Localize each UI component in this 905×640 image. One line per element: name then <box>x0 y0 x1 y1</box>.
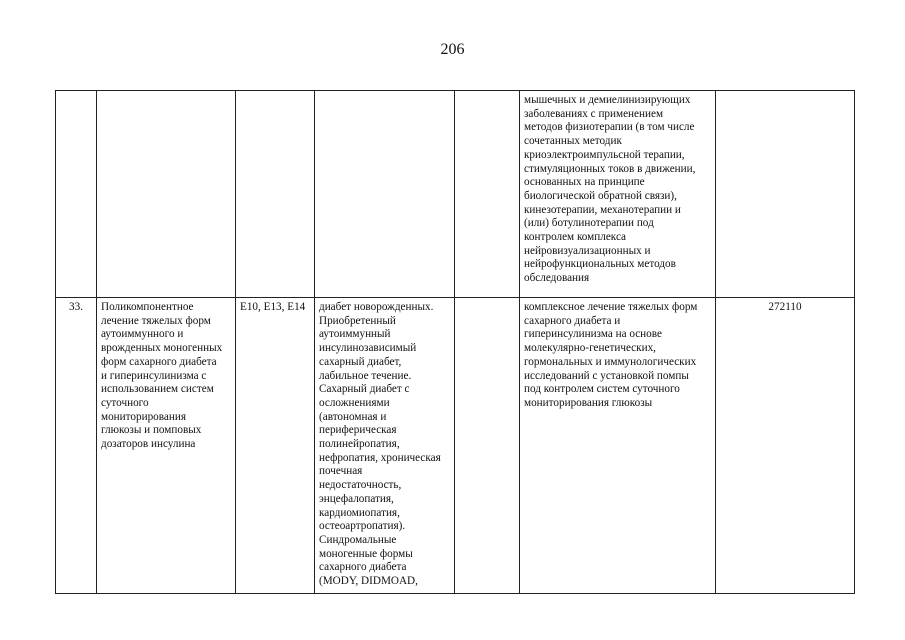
patient-model-cell: диабет новорожденных. Приобретенный аутоиммунный инсулинозависимый сахарный диабет, лабильное течение. Сахарный диабет с осложнениями (автономная и периферическая полинейропатия, нефропатия, хроническая почечная недостаточность, энцефалопатия, кардиомиопатия, остеоартропатия). Синдромальные моногенные формы сахарного диабета (MODY, DIDMOAD, <box>315 298 455 594</box>
care-name-cell: Поликомпонентное лечение тяжелых форм аутоиммунного и врожденных моногенных форм сахарного диабета и гиперинсулинизма с использованием систем суточного мониторирования глюкозы и помповых дозаторов инсулина <box>97 298 236 594</box>
row-index-cell <box>56 91 97 298</box>
table-row <box>56 298 855 594</box>
cost-cell <box>716 91 855 298</box>
medical-care-table <box>55 90 855 594</box>
treatment-type-cell <box>455 298 520 594</box>
treatment-type-cell <box>455 91 520 298</box>
table-row <box>56 91 855 298</box>
row-index-cell: 33. <box>56 298 97 594</box>
care-name-cell <box>97 91 236 298</box>
cost-cell: 272110 <box>716 298 855 594</box>
treatment-method-cell: мышечных и демиелинизирующих заболеваниях с применением методов физиотерапии (в том числе сочетанных методик криоэлектроимпульсной терапии, стимуляционных токов в движении, основанных на принципе биологической обратной связи), кинезотерапии, механотерапии и (или) ботулинотерапии под контролем комплекса нейровизуализационных и нейрофункциональных методов обследования <box>520 91 716 298</box>
treatment-method-cell: комплексное лечение тяжелых форм сахарного диабета и гиперинсулинизма на основе молекулярно-генетических, гормональных и иммунологических исследований с установкой помпы под контролем систем суточного мониторирования глюкозы <box>520 298 716 594</box>
icd-codes-cell: E10, E13, E14 <box>236 298 315 594</box>
patient-model-cell <box>315 91 455 298</box>
page-number: 206 <box>440 41 465 58</box>
icd-codes-cell <box>236 91 315 298</box>
